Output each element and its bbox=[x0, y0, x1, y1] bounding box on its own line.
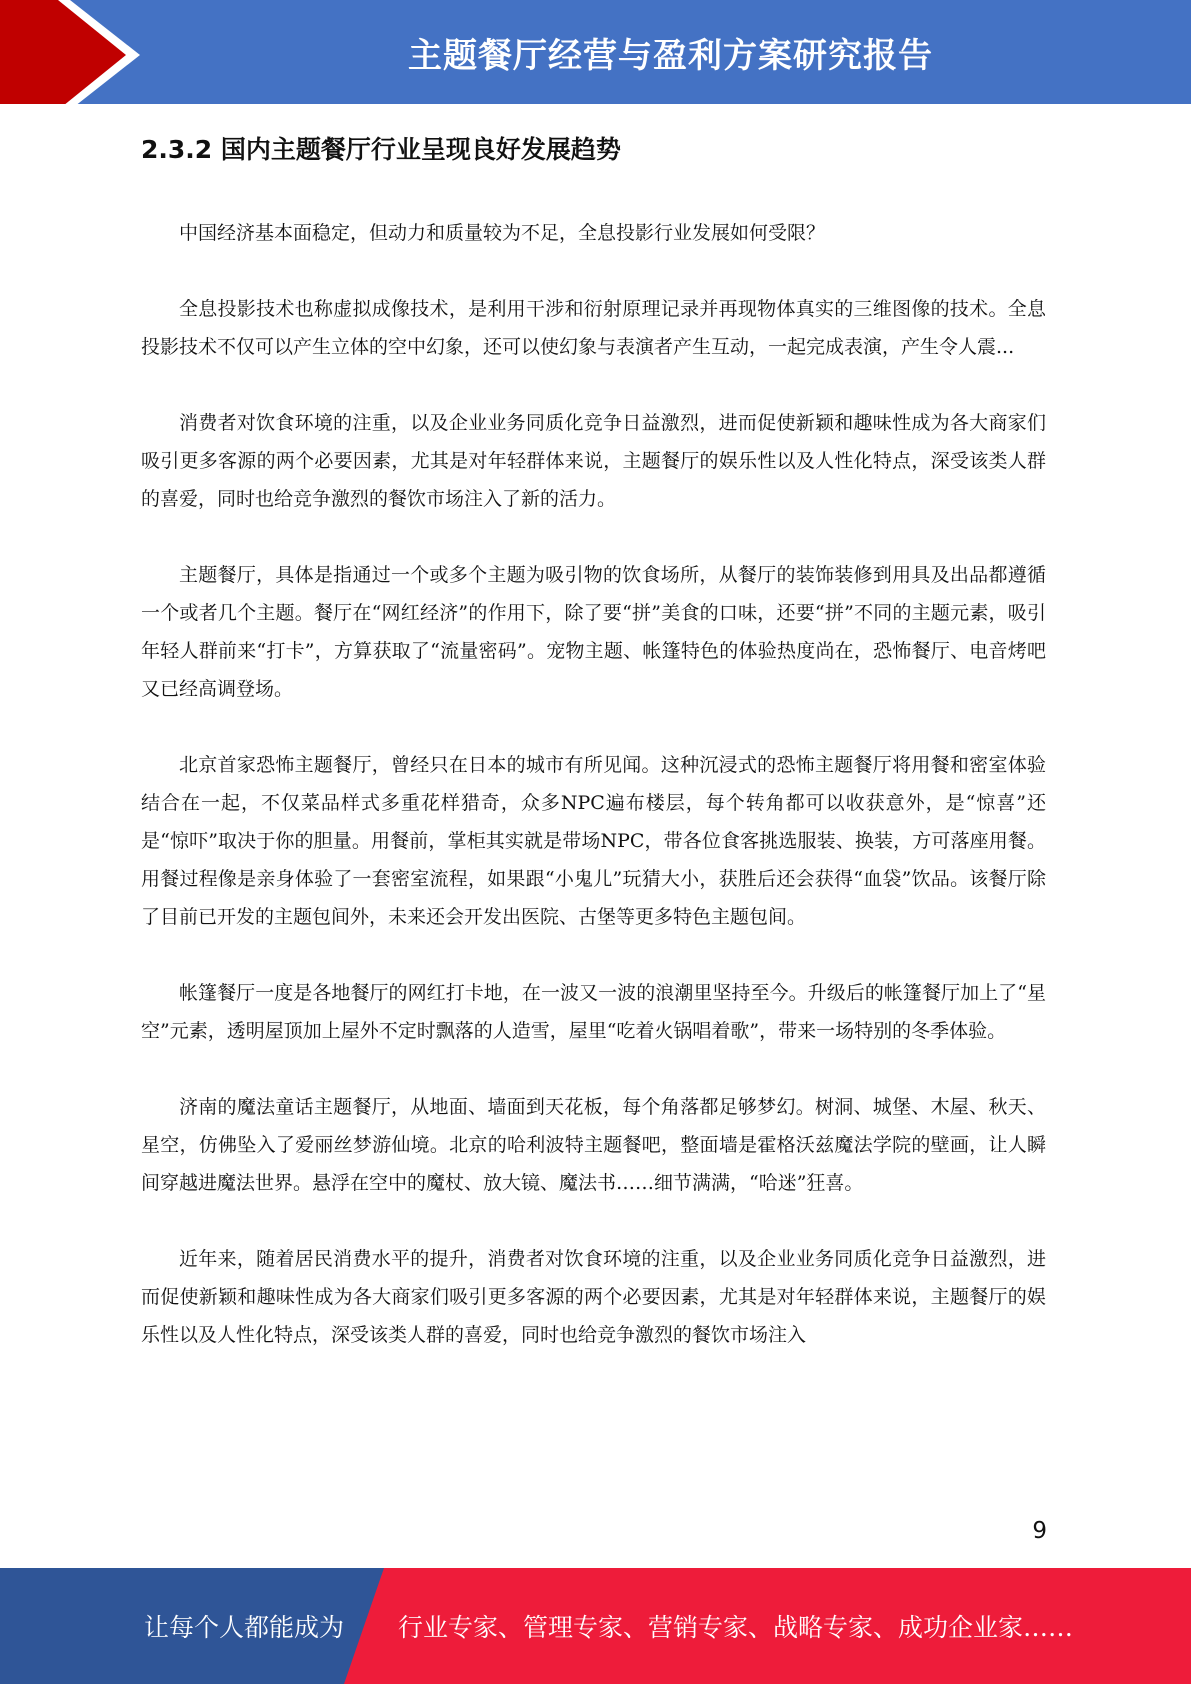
report-title: 主题餐厅经营与盈利方案研究报告 bbox=[408, 35, 933, 76]
footer-slogan-left: 让每个人都能成为 bbox=[144, 1613, 345, 1642]
paragraph-5: 北京首家恐怖主题餐厅，曾经只在日本的城市有所见闻。这种沉浸式的恐怖主题餐厅将用餐和密室体验结合在一起，不仅菜品样式多重花样猎奇，众多NPC遍布楼层，每个转角都可以收获意外，是“惊喜”还是“惊吓”取决于你的胆量。用餐前，掌柜其实就是带场NPC，带各位食客挑选服装、换装，方可落座用餐。用餐过程像是亲身体验了一套密室流程，如果跟“小鬼儿”玩猜大小，获胜后还会获得“血袋”饮品。该餐厅除了目前已开发的主题包间外，未来还会开发出医院、古堡等更多特色主题包间。 bbox=[141, 754, 1046, 928]
paragraph-6: 帐篷餐厅一度是各地餐厅的网红打卡地，在一波又一波的浪潮里坚持至今。升级后的帐篷餐厅加上了“星空”元素，透明屋顶加上屋外不定时飘落的人造雪，屋里“吃着火锅唱着歌”，带来一场特别的冬季体验。 bbox=[141, 982, 1046, 1042]
footer-slogan-right: 行业专家、管理专家、营销专家、战略专家、成功企业家…… bbox=[398, 1613, 1074, 1642]
paragraph-2: 全息投影技术也称虚拟成像技术，是利用干涉和衍射原理记录并再现物体真实的三维图像的技术。全息投影技术不仅可以产生立体的空中幻象，还可以使幻象与表演者产生互动，一起完成表演，产生令人震... bbox=[141, 298, 1046, 358]
page-footer bbox=[0, 1568, 1191, 1684]
paragraph-1: 中国经济基本面稳定，但动力和质量较为不足，全息投影行业发展如何受限？ bbox=[179, 222, 826, 244]
paragraph-4: 主题餐厅，具体是指通过一个或多个主题为吸引物的饮食场所，从餐厅的装饰装修到用具及出品都遵循一个或者几个主题。餐厅在“网红经济”的作用下，除了要“拼”美食的口味，还要“拼”不同的主题元素，吸引年轻人群前来“打卡”，方算获取了“流量密码”。宠物主题、帐篷特色的体验热度尚在，恐怖餐厅、电音烤吧又已经高调登场。 bbox=[141, 564, 1046, 700]
paragraph-7: 济南的魔法童话主题餐厅，从地面、墙面到天花板，每个角落都足够梦幻。树洞、城堡、木屋、秋天、星空，仿佛坠入了爱丽丝梦游仙境。北京的哈利波特主题餐吧，整面墙是霍格沃兹魔法学院的壁画，让人瞬间穿越进魔法世界。悬浮在空中的魔杖、放大镜、魔法书……细节满满，“哈迷”狂喜。 bbox=[141, 1096, 1046, 1194]
paragraph-8: 近年来，随着居民消费水平的提升，消费者对饮食环境的注重，以及企业业务同质化竞争日益激烈，进而促使新颖和趣味性成为各大商家们吸引更多客源的两个必要因素，尤其是对年轻群体来说，主题餐厅的娱乐性以及人性化特点，深受该类人群的喜爱，同时也给竞争激烈的餐饮市场注入 bbox=[141, 1248, 1046, 1346]
section-heading: 2.3.2 国内主题餐厅行业呈现良好发展趋势 bbox=[141, 135, 621, 164]
page-header bbox=[0, 0, 1191, 110]
paragraph-3: 消费者对饮食环境的注重，以及企业业务同质化竞争日益激烈，进而促使新颖和趣味性成为各大商家们吸引更多客源的两个必要因素，尤其是对年轻群体来说，主题餐厅的娱乐性以及人性化特点，深受该类人群的喜爱，同时也给竞争激烈的餐饮市场注入了新的活力。 bbox=[141, 412, 1046, 510]
page-content bbox=[141, 128, 1046, 1392]
page-number: 9 bbox=[1032, 1518, 1047, 1544]
